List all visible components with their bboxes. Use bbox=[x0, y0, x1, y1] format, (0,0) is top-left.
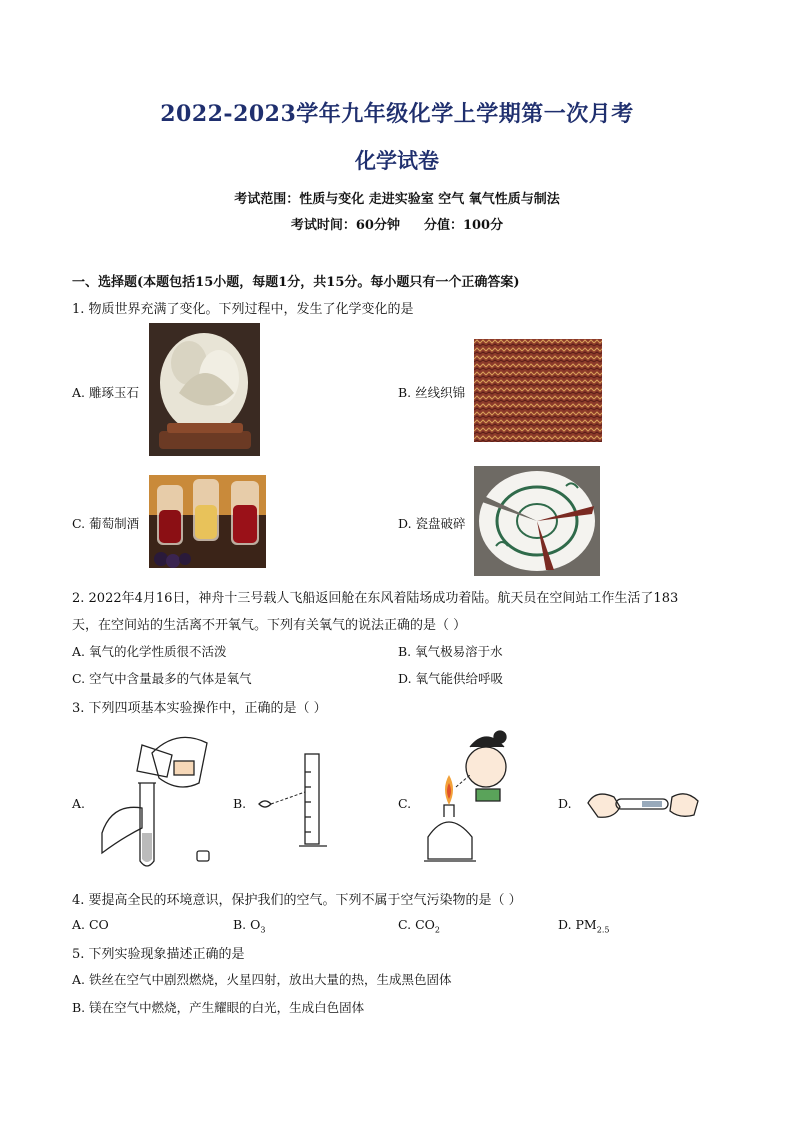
section-heading: 一、选择题(本题包括15小题，每题1分，共15分。每小题只有一个正确答案) bbox=[72, 275, 520, 290]
q1-option-a: A. 雕琢玉石 bbox=[72, 385, 139, 400]
q5-stem: 5. 下列实验现象描述正确的是 bbox=[72, 947, 245, 962]
jade-carving-image bbox=[149, 323, 260, 456]
brocade-image bbox=[474, 339, 602, 442]
q1-stem: 1. 物质世界充满了变化。下列过程中，发生了化学变化的是 bbox=[72, 302, 414, 317]
q2-stem-line1: 2. 2022年4月16日，神舟十三号载人飞船返回舱在东风着陆场成功着陆。航天员在空间站工作生活了183 bbox=[72, 591, 679, 606]
q4-stem: 4. 要提高全民的环境意识，保护我们的空气。下列不属于空气污染物的是（ ） bbox=[72, 893, 522, 908]
q3-stem: 3. 下列四项基本实验操作中，正确的是（ ） bbox=[72, 701, 327, 716]
shaking-tube-diagram bbox=[586, 783, 701, 828]
exam-time-score bbox=[0, 214, 794, 233]
wine-glasses-image bbox=[149, 475, 266, 568]
q2-option-c: C. 空气中含量最多的气体是氧气 bbox=[72, 671, 252, 686]
q1-option-c: C. 葡萄制酒 bbox=[72, 516, 140, 531]
q2-stem-line2: 天，在空间站的生活离不开氧气。下列有关氧气的说法正确的是（ ） bbox=[72, 618, 467, 633]
q3-option-b: B. bbox=[233, 796, 247, 811]
q1-option-b: B. 丝线织锦 bbox=[398, 385, 466, 400]
q3-option-c: C. bbox=[398, 796, 412, 811]
q5-option-a: A. 铁丝在空气中剧烈燃烧，火星四射，放出大量的热，生成黑色固体 bbox=[72, 972, 452, 987]
q2-option-d: D. 氧气能供给呼吸 bbox=[398, 671, 504, 686]
exam-title: 2022-2023学年九年级化学上学期第一次月考 bbox=[160, 101, 634, 127]
exam-score: 分值：100分 bbox=[423, 218, 504, 233]
q1-option-d: D. 瓷盘破碎 bbox=[398, 516, 466, 531]
exam-scope: 考试范围：性质与变化 走进实验室 空气 氧气性质与制法 bbox=[234, 192, 560, 207]
q5-option-b: B. 镁在空气中燃烧，产生耀眼的白光，生成白色固体 bbox=[72, 1000, 365, 1015]
q4-option-d: D. $PM_{2.5}$ bbox=[558, 917, 610, 935]
exam-subtitle: 化学试卷 bbox=[355, 148, 439, 173]
q2-option-a: A. 氧气的化学性质很不活泼 bbox=[72, 644, 227, 659]
q4-option-a: A. CO bbox=[72, 917, 109, 932]
broken-plate-image bbox=[474, 466, 600, 576]
measuring-cylinder-diagram bbox=[255, 752, 335, 852]
pouring-liquid-diagram bbox=[92, 723, 220, 873]
q2-option-b: B. 氧气极易溶于水 bbox=[398, 644, 503, 659]
q3-option-a: A. bbox=[72, 796, 86, 811]
q3-option-d: D. bbox=[558, 796, 572, 811]
q4-option-c: C. $CO_2$ bbox=[398, 917, 440, 935]
blowing-lamp-diagram bbox=[420, 727, 516, 869]
exam-time: 考试时间：60分钟 bbox=[290, 218, 400, 233]
q4-option-b: B. $O_3$ bbox=[233, 917, 266, 935]
